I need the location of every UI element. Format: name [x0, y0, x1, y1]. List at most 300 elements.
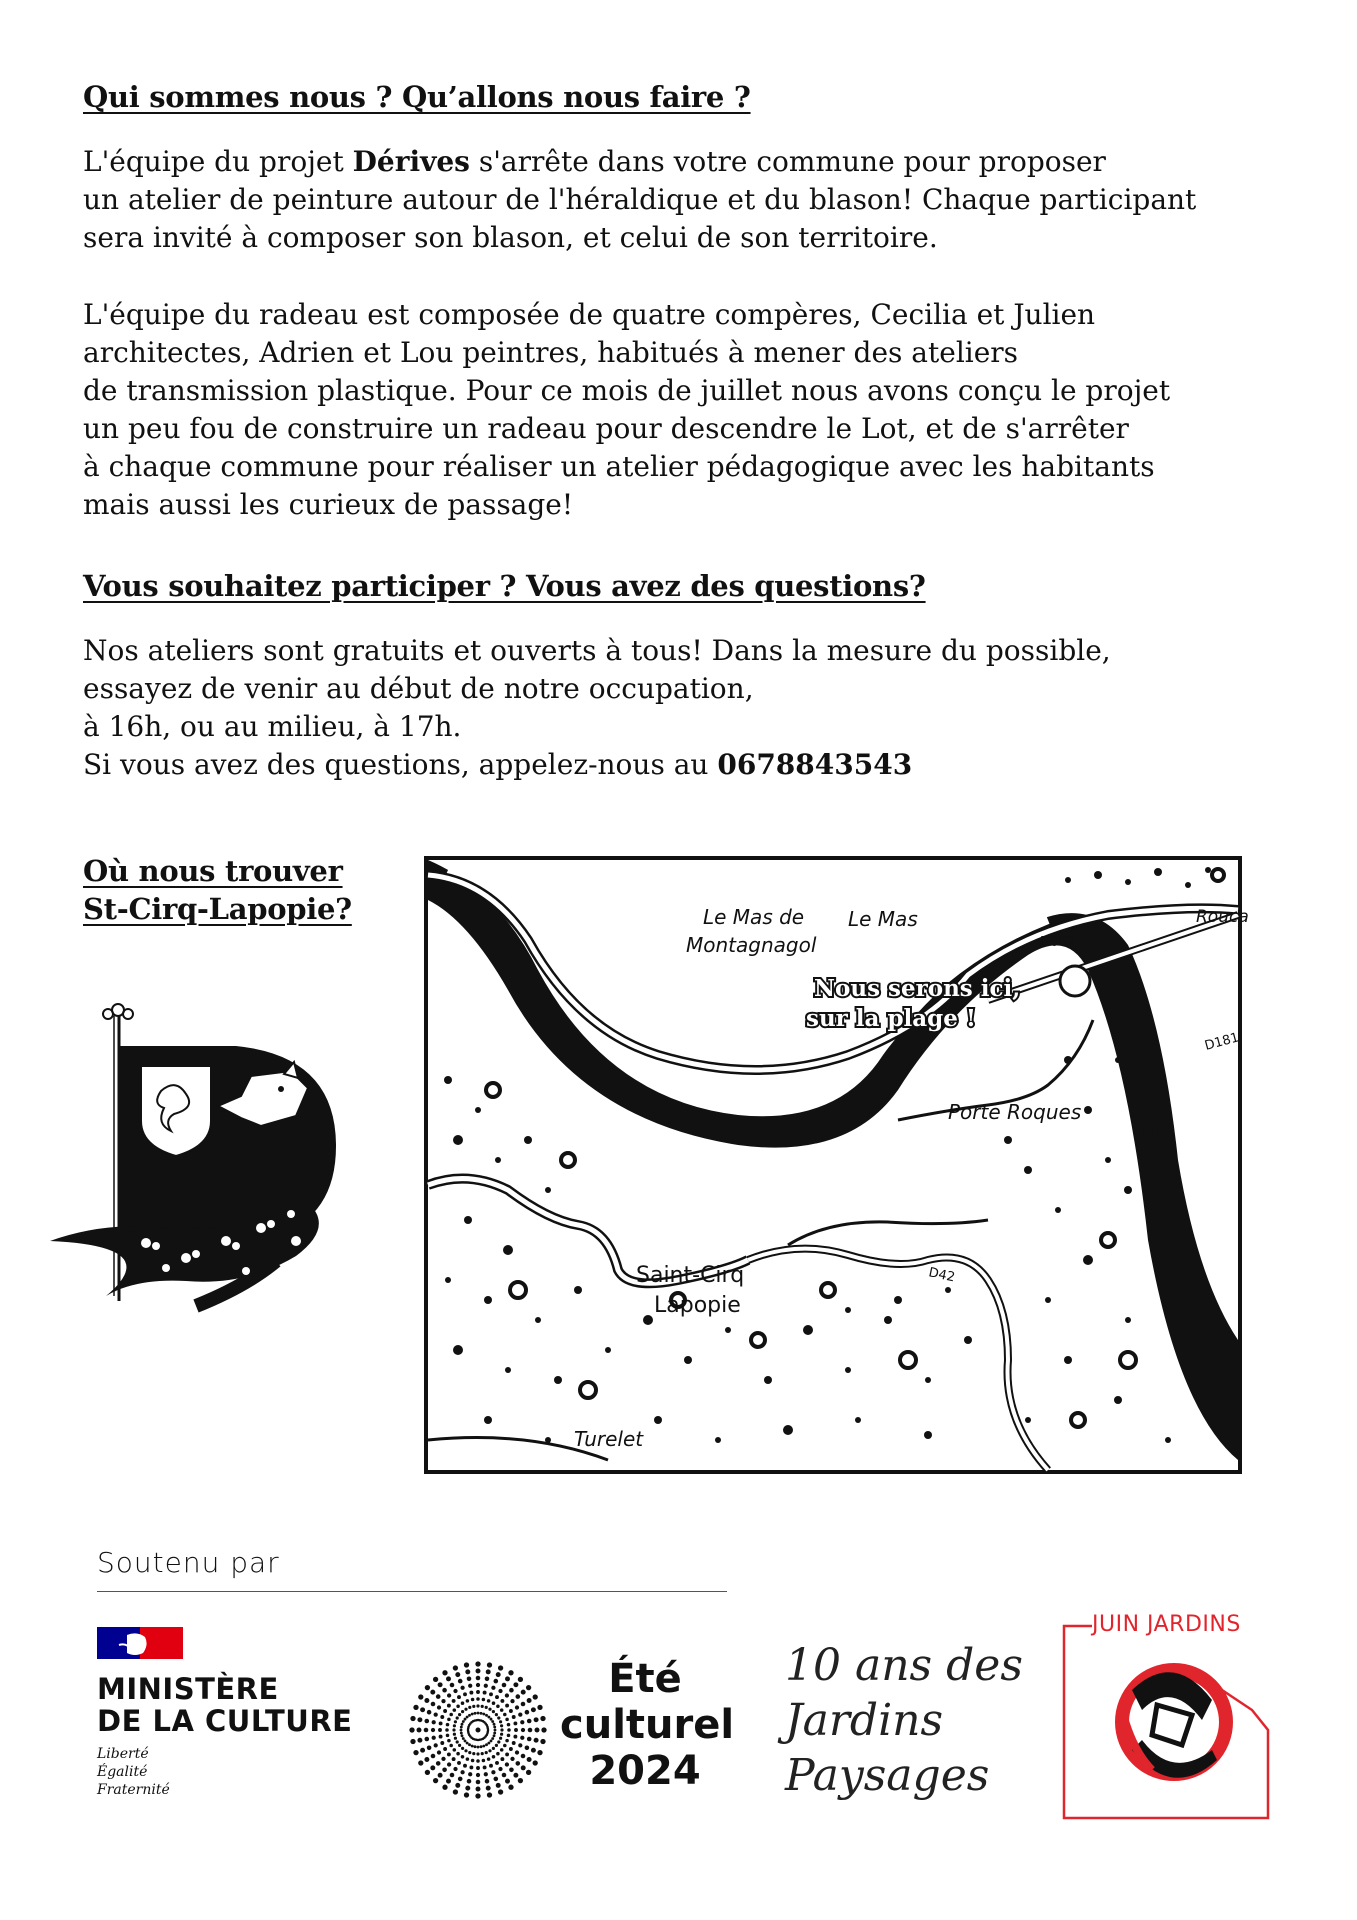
sunburst-dot [476, 1787, 481, 1792]
sunburst-dot [500, 1724, 503, 1727]
sunburst-dot [446, 1723, 450, 1727]
sunburst-dot [466, 1716, 469, 1719]
sunburst-dot [496, 1783, 501, 1788]
sunburst-dot [449, 1713, 453, 1717]
sunburst-dot [458, 1713, 461, 1716]
sunburst-dot [483, 1765, 487, 1769]
sunburst-dot [513, 1682, 518, 1687]
sunburst-dot [474, 1745, 477, 1748]
sunburst-dot [436, 1694, 441, 1699]
sunburst-dot [425, 1685, 430, 1690]
sunburst-dot [456, 1705, 460, 1709]
sunburst-dot [433, 1677, 438, 1682]
sunburst-dot [476, 1704, 479, 1707]
sunburst-dot [413, 1750, 418, 1755]
sunburst-dot [424, 1698, 429, 1703]
map-label-mas-montagnagol-2: Montagnagol [686, 933, 817, 957]
sunburst-dot [508, 1670, 513, 1675]
map-callout-line-2: sur la plage ! [806, 1005, 976, 1032]
sunburst-dot [531, 1748, 536, 1753]
sunburst-dot [437, 1750, 441, 1754]
sunburst-dot [482, 1759, 486, 1763]
sunburst-dot [503, 1744, 507, 1748]
road-label-d181: D181 [1203, 1030, 1241, 1054]
sponsors-label: Soutenu par [97, 1546, 280, 1579]
sunburst-dot [438, 1773, 443, 1778]
sunburst-dot [446, 1779, 451, 1784]
sunburst-dot [476, 1773, 480, 1777]
sunburst-dot [493, 1732, 496, 1735]
sunburst-dot [471, 1759, 475, 1763]
ete-line-2: culturel [560, 1702, 735, 1748]
sunburst-dot [520, 1720, 524, 1724]
sunburst-dot [505, 1779, 510, 1784]
sunburst-dot [462, 1737, 465, 1740]
sunburst-dot [441, 1699, 445, 1703]
sunburst-dot [491, 1737, 494, 1740]
sunburst-dot [410, 1716, 415, 1721]
sunburst-dot [458, 1744, 461, 1747]
sunburst-dot [540, 1716, 545, 1721]
sunburst-dot [447, 1752, 451, 1756]
intro-line-2: un atelier de peinture autour de l'héraldique et du blason! Chaque participant [83, 183, 1197, 216]
sunburst-dot [509, 1747, 513, 1751]
sunburst-dot [453, 1708, 457, 1712]
sunburst-dot [458, 1777, 463, 1782]
sunburst-dot [450, 1773, 455, 1778]
sunburst-dot [453, 1748, 457, 1752]
sunburst-dot [527, 1757, 532, 1762]
sunburst-dot [494, 1679, 499, 1684]
sunburst-dot [430, 1690, 435, 1695]
intro-line-1-pre: L'équipe du projet [83, 145, 353, 178]
sunburst-dot [489, 1692, 493, 1696]
sunburst-dot [469, 1691, 473, 1695]
jardins-line-2: Jardins [785, 1695, 944, 1746]
sunburst-dot [463, 1764, 467, 1768]
map-label-le-mas: Le Mas [848, 907, 918, 931]
sunburst-dot [493, 1734, 496, 1737]
sunburst-dot [495, 1744, 498, 1747]
juin-jardins-title: JUIN JARDINS [1092, 1612, 1241, 1637]
sunburst-dot [453, 1767, 457, 1771]
sunburst-dot [446, 1734, 450, 1738]
sunburst-dot [464, 1749, 467, 1752]
sunburst-dot [454, 1720, 457, 1723]
sunburst-dot [460, 1770, 464, 1774]
sunburst-dot [486, 1669, 491, 1674]
sunburst-dot [425, 1719, 430, 1724]
ete-culturel-sunburst-icon [408, 1660, 548, 1800]
heading-participate: Vous souhaitez participer ? Vous avez des questions? [83, 569, 926, 603]
sunburst-dot [512, 1741, 516, 1745]
motto-fraternite: Fraternité [97, 1782, 170, 1798]
sunburst-dot [502, 1773, 507, 1778]
sunburst-dot [476, 1752, 479, 1755]
sunburst-dot [476, 1683, 480, 1687]
sunburst-dot [535, 1728, 540, 1733]
sunburst-dot [425, 1770, 430, 1775]
sunburst-dot [443, 1747, 447, 1751]
road-label-d42: D42 [927, 1265, 957, 1286]
sunburst-dot [527, 1737, 532, 1742]
juin-jardins-frame [1062, 1610, 1270, 1820]
team-line-6: mais aussi les curieux de passage! [83, 488, 574, 521]
sunburst-dot [471, 1745, 474, 1748]
ete-line-3: 2024 [589, 1748, 701, 1794]
sunburst-dot [488, 1749, 491, 1752]
heraldic-flag-illustration [46, 996, 356, 1316]
sunburst-dot [528, 1728, 533, 1733]
map-label-porte-roques: Porte Roques [948, 1100, 1082, 1124]
sunburst-dot [440, 1715, 444, 1719]
sunburst-dot [453, 1724, 456, 1727]
sunburst-dot [526, 1770, 531, 1775]
location-map [424, 856, 1249, 1474]
ete-culturel-logo [560, 1656, 735, 1794]
sunburst-dot [431, 1754, 436, 1759]
sunburst-dot [442, 1670, 447, 1675]
sunburst-dot [445, 1728, 449, 1732]
sunburst-dot [537, 1705, 542, 1710]
sponsors-divider [97, 1591, 727, 1592]
intro-paragraph [83, 143, 1196, 257]
sunburst-dot [484, 1772, 488, 1776]
sunburst-dot [461, 1755, 465, 1759]
sunburst-dot [465, 1786, 470, 1791]
sunburst-dot [431, 1728, 435, 1732]
sunburst-dot [456, 1740, 459, 1743]
sunburst-dot [476, 1676, 481, 1681]
sunburst-dot [460, 1732, 463, 1735]
sunburst-dot [482, 1713, 485, 1716]
sunburst-dot [502, 1683, 507, 1688]
sunburst-dot [417, 1717, 422, 1722]
sunburst-dot [499, 1737, 502, 1740]
sunburst-dot [418, 1694, 423, 1699]
team-line-3: de transmission plastique. Pour ce mois de juillet nous avons conçu le projet [83, 374, 1171, 407]
sunburst-dot [498, 1789, 503, 1794]
road-label-d662: D662 [1040, 935, 1075, 950]
sunburst-dot [488, 1708, 491, 1711]
sunburst-dot [460, 1726, 463, 1729]
sunburst-dot [537, 1750, 542, 1755]
sunburst-dot [499, 1720, 502, 1723]
sunburst-dot [464, 1708, 467, 1711]
sunburst-dot [442, 1688, 447, 1693]
sunburst-dot [453, 1689, 457, 1693]
sunburst-dot [447, 1739, 451, 1743]
sunburst-dot [491, 1720, 494, 1723]
sunburst-dot [507, 1723, 511, 1727]
sunburst-dot [498, 1689, 502, 1693]
motto-liberte: Liberté [97, 1746, 149, 1762]
sunburst-dot [533, 1760, 538, 1765]
sunburst-dot [515, 1705, 519, 1709]
map-label-saint-cirq-2: Lapopie [654, 1293, 741, 1318]
sunburst-dot [534, 1717, 539, 1722]
sunburst-dot [476, 1759, 480, 1763]
heading-where-line-2: St-Cirq-Lapopie? [83, 892, 352, 926]
jardins-line-1: 10 ans des [785, 1640, 1023, 1691]
ministere-line-2: DE LA CULTURE [97, 1704, 353, 1738]
sunburst-dot [468, 1706, 471, 1709]
sunburst-dot [485, 1714, 488, 1717]
sunburst-dot [510, 1757, 514, 1761]
location-marker-icon [1060, 966, 1090, 996]
sunburst-dot [424, 1728, 429, 1733]
sunburst-dot [527, 1719, 532, 1724]
sunburst-dot [513, 1735, 517, 1739]
sunburst-dot [454, 1737, 457, 1740]
sunburst-dot [505, 1762, 509, 1766]
sunburst-dot [521, 1765, 526, 1770]
sunburst-dot [453, 1733, 456, 1736]
sunburst-dot [446, 1676, 451, 1681]
participate-line-3: à 16h, ou au milieu, à 17h. [83, 710, 462, 743]
sunburst-dot [510, 1699, 514, 1703]
sunburst-dot [520, 1736, 524, 1740]
sunburst-dot [498, 1665, 503, 1670]
sunburst-dot [465, 1669, 470, 1674]
sunburst-dot [464, 1739, 467, 1742]
sunburst-dot [464, 1662, 469, 1667]
sunburst-dot [420, 1707, 425, 1712]
sunburst-dot [409, 1727, 414, 1732]
heading-where [83, 852, 352, 928]
sunburst-dot [497, 1740, 500, 1743]
sunburst-dot [496, 1672, 501, 1677]
sunburst-dot [534, 1738, 539, 1743]
sunburst-dot [417, 1738, 422, 1743]
sunburst-dot [437, 1705, 441, 1709]
sunburst-dot [487, 1757, 491, 1761]
sunburst-dot [474, 1712, 477, 1715]
sunburst-dot [509, 1688, 514, 1693]
phone-number: 0678843543 [717, 748, 913, 781]
sunburst-dot [461, 1723, 464, 1726]
sunburst-dot [413, 1705, 418, 1710]
sunburst-dot [496, 1752, 500, 1756]
sunburst-dot [432, 1720, 436, 1724]
sunburst-dot [477, 1712, 480, 1715]
sunburst-dot [477, 1746, 480, 1749]
sunburst-dot [466, 1699, 470, 1703]
sunburst-dot [518, 1778, 523, 1783]
sunburst-dot [468, 1684, 472, 1688]
sunburst-dot [417, 1728, 422, 1733]
jardins-line-3: Paysages [785, 1750, 990, 1801]
sunburst-dot [476, 1690, 480, 1694]
sunburst-dot [472, 1705, 475, 1708]
sunburst-dot [439, 1735, 443, 1739]
team-line-4: un peu fou de construire un radeau pour descendre le Lot, et de s'arrêter [83, 412, 1129, 445]
sunburst-dot [487, 1792, 492, 1797]
participate-paragraph [83, 632, 1111, 784]
sunburst-dot [490, 1718, 493, 1721]
sunburst-dot [456, 1716, 459, 1719]
map-drawing [428, 860, 1249, 1470]
sunburst-dot [475, 1793, 480, 1798]
intro-line-3: sera invité à composer son blason, et celui de son territoire. [83, 221, 938, 254]
motto-egalite: Égalité [97, 1764, 148, 1780]
map-label-roucal: Rouca [1196, 907, 1249, 927]
sunburst-dot [485, 1779, 490, 1784]
sunburst-dot [484, 1684, 488, 1688]
sunburst-dot [420, 1748, 425, 1753]
sunburst-dot [457, 1695, 461, 1699]
sunburst-dot [460, 1729, 463, 1732]
sunburst-dot [485, 1743, 488, 1746]
sunburst-dot [427, 1710, 432, 1715]
sunburst-dot [434, 1712, 438, 1716]
sunburst-dot [466, 1757, 470, 1761]
sunburst-dot [441, 1757, 445, 1761]
sunburst-dot [485, 1677, 490, 1682]
sunburst-dot [487, 1699, 491, 1703]
sunburst-dot [493, 1726, 496, 1729]
sunburst-dot [492, 1755, 496, 1759]
ministere-line-1: MINISTÈRE [97, 1672, 279, 1706]
sunburst-dot [505, 1752, 509, 1756]
jardins-paysages-logo [785, 1638, 1023, 1803]
sunburst-dot [443, 1709, 447, 1713]
sunburst-dot [452, 1757, 456, 1761]
sunburst-dot [509, 1709, 513, 1713]
sunburst-dot [521, 1754, 526, 1759]
sunburst-dot [518, 1743, 522, 1747]
sunburst-dot [485, 1751, 488, 1754]
sunburst-dot [466, 1742, 469, 1745]
sunburst-dot [527, 1698, 532, 1703]
sunburst-dot [487, 1727, 490, 1730]
sunburst-dot [436, 1761, 441, 1766]
sunburst-dot [526, 1685, 531, 1690]
sunburst-dot [468, 1772, 472, 1776]
sunburst-dot [481, 1752, 484, 1755]
sunburst-dot [433, 1778, 438, 1783]
sunburst-dot [432, 1736, 436, 1740]
sunburst-dot [495, 1713, 498, 1716]
sunburst-dot [442, 1785, 447, 1790]
sunburst-dot [491, 1770, 495, 1774]
sunburst-dot [471, 1713, 474, 1716]
sunburst-dot [485, 1706, 488, 1709]
sunburst-dot [505, 1704, 509, 1708]
intro-line-1-post: s'arrête dans votre commune pour proposer [469, 145, 1106, 178]
sunburst-dot [525, 1746, 530, 1751]
map-callout-line-1: Nous serons ici, [814, 975, 1021, 1002]
sunburst-dot [487, 1742, 490, 1745]
sunburst-dot [447, 1704, 451, 1708]
sunburst-dot [541, 1727, 546, 1732]
sunburst-dot [461, 1701, 465, 1705]
sunburst-dot [515, 1750, 519, 1754]
sunburst-dot [497, 1716, 500, 1719]
sunburst-dot [461, 1710, 464, 1713]
sunburst-dot [460, 1686, 464, 1690]
sunburst-dot [505, 1739, 509, 1743]
sunburst-dot [425, 1737, 430, 1742]
team-line-2: architectes, Adrien et Lou peintres, habitués à mener des ateliers [83, 336, 1019, 369]
sunburst-dot [456, 1752, 460, 1756]
sunburst-dot [516, 1761, 521, 1766]
sunburst-dot [521, 1690, 526, 1695]
sunburst-dot [492, 1710, 495, 1713]
sunburst-dot [494, 1777, 499, 1782]
sunburst-dot [410, 1739, 415, 1744]
sunburst-dot [431, 1702, 436, 1707]
sunburst-dot [500, 1757, 504, 1761]
participate-line-1: Nos ateliers sont gratuits et ouverts à tous! Dans la mesure du possible, [83, 634, 1111, 667]
sunburst-dot [442, 1768, 447, 1773]
sunburst-dot [438, 1728, 442, 1732]
map-label-mas-montagnagol-1: Le Mas de [703, 905, 805, 929]
map-label-saint-cirq-1: Saint-Cirq [636, 1263, 745, 1288]
sunburst-dot [468, 1751, 471, 1754]
participate-line-2: essayez de venir au début de notre occupation, [83, 672, 754, 705]
sunburst-dot [513, 1773, 518, 1778]
sunburst-dot [480, 1712, 483, 1715]
sunburst-dot [467, 1677, 472, 1682]
sunburst-dot [513, 1721, 517, 1725]
sunburst-dot [507, 1734, 511, 1738]
sunburst-dot [430, 1765, 435, 1770]
sunburst-dot [491, 1686, 495, 1690]
sunburst-dot [464, 1718, 467, 1721]
sunburst-dot [452, 1699, 456, 1703]
sunburst-dot [505, 1676, 510, 1681]
sunburst-dot [489, 1764, 493, 1768]
sunburst-dot [475, 1661, 480, 1666]
sunburst-dot [500, 1708, 504, 1712]
sunburst-dot [476, 1669, 481, 1674]
sunburst-dot [469, 1765, 473, 1769]
sunburst-dot [505, 1693, 509, 1697]
sunburst-dot [500, 1699, 504, 1703]
sunburst-dot [468, 1743, 471, 1746]
sunburst-dot [509, 1768, 514, 1773]
sunburst-dot [440, 1741, 444, 1745]
sunburst-dot [424, 1757, 429, 1762]
sunburst-dot [490, 1739, 493, 1742]
sunburst-dot [503, 1713, 507, 1717]
sunburst-dot [452, 1728, 455, 1731]
sunburst-dot [464, 1792, 469, 1797]
sunburst-dot [453, 1789, 458, 1794]
sunburst-dot [540, 1739, 545, 1744]
heading-who-we-are: Qui sommes nous ? Qu’allons nous faire ? [83, 80, 751, 114]
sunburst-dot [516, 1694, 521, 1699]
sunburst-dot [447, 1718, 451, 1722]
sunburst-dot [521, 1728, 525, 1732]
project-name: Dérives [352, 145, 470, 178]
sunburst-dot [461, 1747, 464, 1750]
sunburst-dot [427, 1746, 432, 1751]
sunburst-dot [495, 1761, 499, 1765]
sunburst-dot [518, 1712, 522, 1716]
sunburst-dot [468, 1714, 471, 1717]
sunburst-dot [453, 1665, 458, 1670]
team-paragraph [83, 296, 1170, 524]
sunburst-dot [492, 1747, 495, 1750]
sunburst-dot [458, 1679, 463, 1684]
sunburst-dot [492, 1701, 496, 1705]
marianne-icon [97, 1627, 183, 1659]
sunburst-dot [496, 1705, 500, 1709]
sunburst-dot [482, 1745, 485, 1748]
sunburst-dot [500, 1728, 503, 1731]
